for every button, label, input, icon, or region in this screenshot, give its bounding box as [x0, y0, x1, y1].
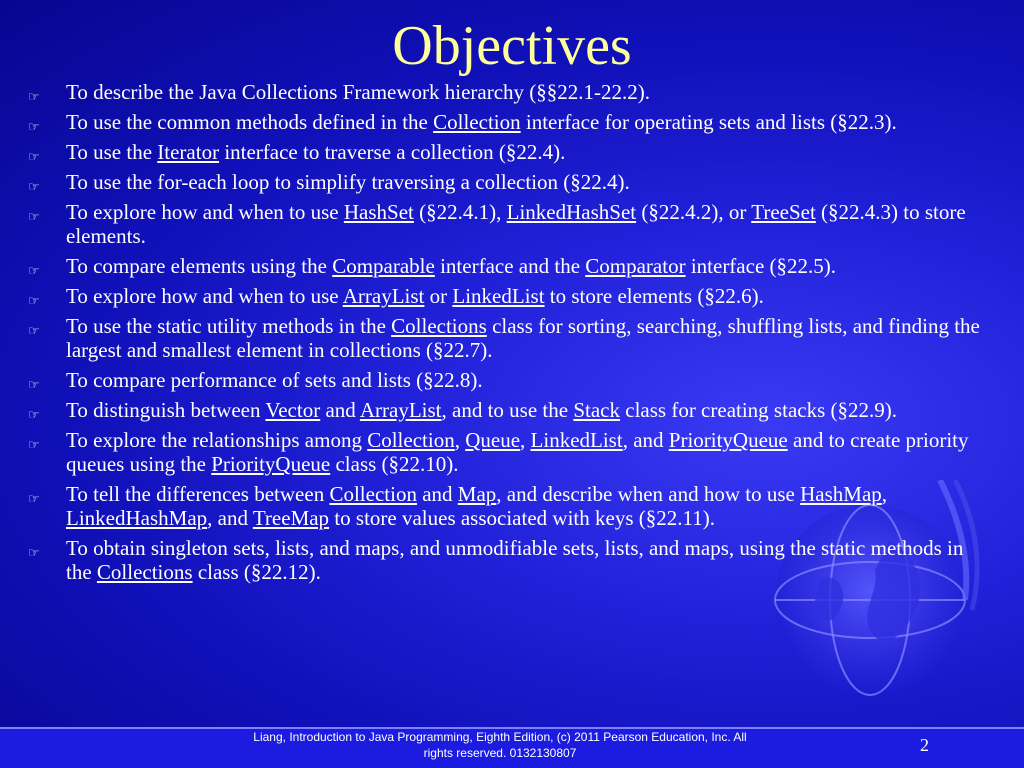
copyright-line-2: rights reserved. 0132130807: [423, 746, 577, 760]
pointing-hand-icon: ☞: [28, 263, 40, 278]
objective-item: [28, 536, 988, 584]
class-name-link[interactable]: HashSet: [343, 200, 414, 224]
slide-title: Objectives: [392, 15, 632, 77]
pointing-hand-icon: ☞: [28, 149, 40, 164]
pointing-hand-icon: ☞: [28, 119, 40, 134]
objective-text: class (§22.12).: [192, 560, 321, 584]
objective-text: , and: [207, 506, 253, 530]
class-name-link[interactable]: Comparator: [585, 254, 686, 278]
objective-item: [28, 170, 988, 194]
class-name-link[interactable]: ArrayList: [342, 284, 425, 308]
objective-text: and: [416, 482, 458, 506]
copyright-notice: [200, 729, 800, 761]
objective-text: (§22.4.3) to store elements.: [66, 200, 966, 248]
objective-text: To explore how and when to use: [66, 284, 343, 308]
class-name-link[interactable]: Collection: [367, 428, 455, 452]
objective-text: To tell the differences between: [66, 482, 330, 506]
pointing-hand-icon: ☞: [28, 407, 40, 422]
page-number: 2: [920, 735, 929, 755]
class-name-link[interactable]: Vector: [265, 398, 321, 422]
objective-text: To distinguish between: [66, 398, 266, 422]
objective-text: To explore how and when to use: [66, 200, 344, 224]
objective-text: To describe the Java Collections Framework hierarchy (§§22.1-22.2).: [66, 80, 651, 104]
class-name-link[interactable]: PriorityQueue: [668, 428, 788, 452]
objective-item: [28, 254, 988, 278]
pointing-hand-icon: ☞: [28, 89, 40, 104]
objective-text: ,: [454, 428, 466, 452]
objective-text: , and: [622, 428, 669, 452]
pointing-hand-icon: ☞: [28, 377, 40, 392]
objective-item: [28, 314, 988, 362]
objective-text: (§22.4.1),: [413, 200, 507, 224]
objective-text: ,: [520, 428, 531, 452]
class-name-link[interactable]: Stack: [573, 398, 620, 422]
objective-item: [28, 200, 988, 248]
objective-text: To use the: [66, 140, 158, 164]
class-name-link[interactable]: LinkedHashMap: [66, 506, 208, 530]
class-name-link[interactable]: TreeSet: [751, 200, 816, 224]
objective-item: [28, 368, 988, 392]
objectives-list: [28, 80, 988, 590]
objective-text: and to create priority queues using the: [66, 428, 969, 476]
class-name-link[interactable]: Iterator: [157, 140, 220, 164]
objective-item: [28, 398, 988, 422]
pointing-hand-icon: ☞: [28, 293, 40, 308]
class-name-link[interactable]: Collections: [391, 314, 487, 338]
objective-text: To use the common methods defined in the: [66, 110, 434, 134]
objective-text: ,: [881, 482, 888, 506]
class-name-link[interactable]: TreeMap: [252, 506, 330, 530]
pointing-hand-icon: ☞: [28, 437, 40, 452]
objective-item: [28, 80, 988, 104]
objective-text: To explore the relationships among: [66, 428, 368, 452]
class-name-link[interactable]: Collection: [329, 482, 417, 506]
class-name-link[interactable]: ArrayList: [359, 398, 442, 422]
class-name-link[interactable]: HashMap: [800, 482, 882, 506]
copyright-line-1: Liang, Introduction to Java Programming, Eighth Edition, (c) 2011 Pearson Education, Inc. All: [253, 730, 747, 744]
class-name-link[interactable]: Queue: [465, 428, 521, 452]
objective-text: interface to traverse a collection (§22.4).: [219, 140, 566, 164]
objective-text: , and describe when and how to use: [496, 482, 801, 506]
class-name-link[interactable]: LinkedList: [452, 284, 545, 308]
objective-item: [28, 482, 988, 530]
pointing-hand-icon: ☞: [28, 209, 40, 224]
objective-text: (§22.4.2), or: [636, 200, 752, 224]
pointing-hand-icon: ☞: [28, 323, 40, 338]
footer-bar: [0, 727, 1024, 768]
objective-text: to store values associated with keys (§22.11).: [329, 506, 715, 530]
objective-item: [28, 140, 988, 164]
objective-text: class for sorting, searching, shuffling lists, and finding the largest and smallest element in collections (§22.7).: [66, 314, 980, 362]
objective-text: or: [424, 284, 453, 308]
objective-item: [28, 428, 988, 476]
objective-text: class (§22.10).: [330, 452, 459, 476]
class-name-link[interactable]: Collections: [96, 560, 193, 584]
objective-text: To use the for-each loop to simplify traversing a collection (§22.4).: [66, 170, 630, 194]
objective-item: [28, 284, 988, 308]
objective-text: To compare elements using the: [66, 254, 333, 278]
class-name-link[interactable]: PriorityQueue: [211, 452, 331, 476]
class-name-link[interactable]: Collection: [433, 110, 521, 134]
objective-text: interface for operating sets and lists (§22.3).: [520, 110, 897, 134]
class-name-link[interactable]: Comparable: [332, 254, 435, 278]
objective-text: interface (§22.5).: [685, 254, 837, 278]
pointing-hand-icon: ☞: [28, 491, 40, 506]
pointing-hand-icon: ☞: [28, 545, 40, 560]
objective-text: , and to use the: [441, 398, 574, 422]
class-name-link[interactable]: Map: [457, 482, 497, 506]
class-name-link[interactable]: LinkedHashSet: [506, 200, 637, 224]
objective-item: [28, 110, 988, 134]
objective-text: to store elements (§22.6).: [544, 284, 764, 308]
class-name-link[interactable]: LinkedList: [530, 428, 623, 452]
objective-text: class for creating stacks (§22.9).: [620, 398, 897, 422]
objective-text: and: [320, 398, 360, 422]
pointing-hand-icon: ☞: [28, 179, 40, 194]
objective-text: To obtain singleton sets, lists, and maps, and unmodifiable sets, lists, and maps, using the static methods in the: [66, 536, 964, 584]
objective-text: interface and the: [434, 254, 586, 278]
objective-text: To compare performance of sets and lists (§22.8).: [66, 368, 483, 392]
objective-text: To use the static utility methods in the: [66, 314, 392, 338]
